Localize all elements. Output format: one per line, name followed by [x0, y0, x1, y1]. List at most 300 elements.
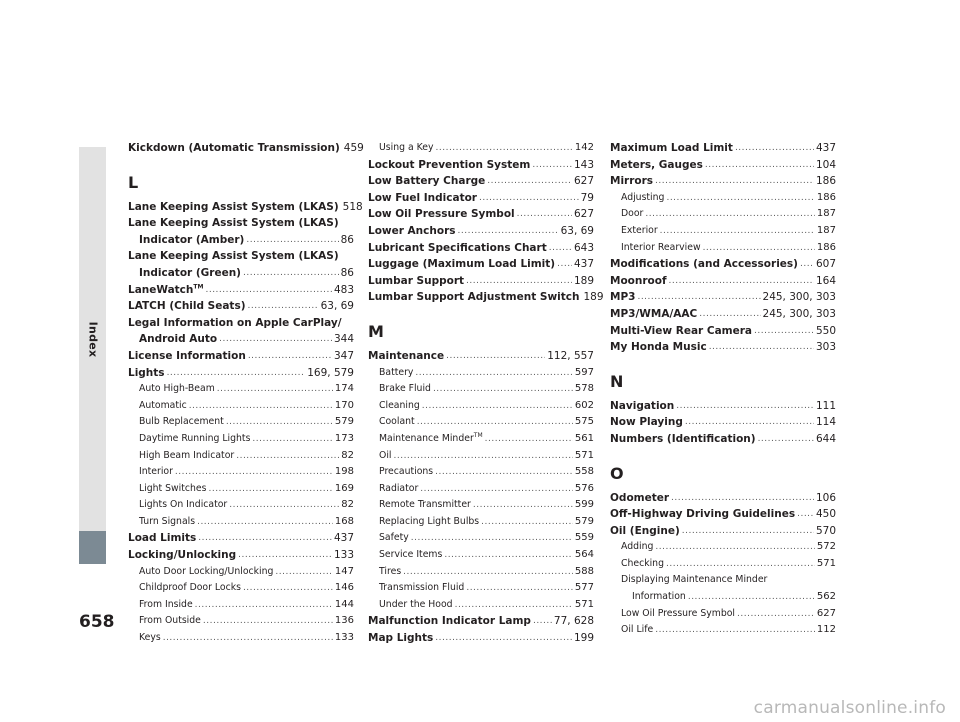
index-subentry[interactable]	[610, 606, 836, 623]
entry-page-ref[interactable]: 644	[815, 432, 836, 445]
index-entry[interactable]	[128, 232, 354, 249]
index-entry[interactable]	[610, 490, 836, 507]
entry-term	[139, 481, 206, 498]
entry-term	[139, 580, 241, 597]
entry-term	[379, 530, 409, 547]
index-subentry[interactable]	[368, 564, 594, 581]
entry-page-ref[interactable]: 186	[816, 241, 836, 253]
dot-leader	[422, 398, 573, 415]
entry-term-text: Lower Anchors	[368, 224, 456, 237]
entry-page-ref[interactable]: 570	[815, 524, 836, 537]
entry-term	[139, 564, 273, 581]
index-entry[interactable]	[368, 256, 594, 273]
entry-page-ref[interactable]: 142	[574, 142, 594, 153]
index-entry[interactable]	[610, 323, 836, 340]
side-tab-label	[79, 147, 106, 531]
dot-leader	[466, 580, 573, 597]
entry-page-ref[interactable]: 627	[573, 175, 594, 188]
entry-term-text: Using a Key	[379, 142, 434, 153]
entry-page-ref[interactable]: 146	[334, 582, 354, 594]
dot-leader	[458, 223, 559, 240]
index-subentry[interactable]	[368, 448, 594, 465]
index-subentry[interactable]	[128, 514, 354, 531]
index-subentry[interactable]	[368, 381, 594, 398]
entry-term-text: Checking	[621, 557, 664, 569]
index-subentry[interactable]	[610, 556, 836, 573]
index-entry[interactable]	[610, 289, 836, 306]
entry-term	[368, 206, 515, 223]
index-subentry[interactable]	[368, 464, 594, 481]
entry-term-text: Maintenance Minder	[379, 432, 474, 444]
entry-page-ref[interactable]: 79	[580, 191, 594, 204]
dot-leader	[758, 431, 814, 448]
dot-leader	[645, 206, 815, 223]
entry-term	[128, 348, 246, 365]
entry-page-ref[interactable]: 187	[816, 208, 836, 220]
entry-term	[139, 597, 193, 614]
entry-term-text: Multi-View Rear Camera	[610, 324, 752, 337]
entry-term	[139, 497, 227, 514]
index-subentry[interactable]	[368, 547, 594, 564]
dot-leader	[236, 448, 339, 465]
index-entry[interactable]	[610, 140, 836, 157]
dot-leader	[420, 481, 573, 498]
index-subentry[interactable]	[610, 190, 836, 207]
entry-term	[610, 157, 703, 174]
entry-term	[139, 381, 215, 398]
footer-watermark-url: carmanualsonline.info	[753, 698, 946, 718]
entry-page-ref[interactable]: 561	[574, 432, 594, 444]
entry-page-ref[interactable]: 588	[574, 565, 594, 577]
dot-leader	[671, 490, 814, 507]
entry-page-ref[interactable]: 562	[816, 591, 836, 603]
index-entry[interactable]	[128, 348, 354, 365]
entry-term-text: Odometer	[610, 491, 670, 504]
dot-leader	[219, 331, 332, 348]
entry-term-text: Radiator	[379, 482, 419, 494]
dot-leader	[455, 597, 573, 614]
index-subentry[interactable]	[128, 564, 354, 581]
entry-page-ref[interactable]: 576	[574, 482, 594, 494]
entry-term-text: Auto High-Beam	[139, 383, 215, 395]
entry-page-ref[interactable]: 550	[815, 324, 836, 337]
entry-term	[139, 265, 241, 282]
dot-leader	[217, 381, 333, 398]
entry-page-ref[interactable]: 344	[333, 333, 354, 346]
dot-leader	[393, 448, 572, 465]
index-entry[interactable]	[368, 630, 594, 647]
entry-page-ref[interactable]: 174	[334, 383, 354, 395]
entry-term-text: Now Playing	[610, 416, 683, 429]
entry-page-ref[interactable]: 112, 557	[547, 349, 594, 362]
entry-page-ref[interactable]: 572	[816, 541, 836, 553]
index-entry[interactable]	[368, 613, 594, 630]
entry-term	[139, 630, 161, 647]
dot-leader	[248, 298, 319, 315]
entry-page-ref[interactable]: 168	[334, 515, 354, 527]
index-subentry[interactable]	[128, 398, 354, 415]
entry-term	[379, 580, 464, 597]
entry-page-ref[interactable]: 144	[334, 598, 354, 610]
index-entry[interactable]	[128, 365, 354, 382]
entry-term	[379, 398, 420, 415]
entry-page-ref[interactable]: 450	[815, 508, 836, 521]
entry-page-ref[interactable]: 189	[583, 291, 604, 304]
index-entry[interactable]	[368, 273, 594, 290]
index-entry[interactable]	[368, 173, 594, 190]
entry-term-text: License Information	[128, 349, 246, 362]
entry-page-ref[interactable]: 564	[574, 549, 594, 561]
entry-page-ref[interactable]: 597	[574, 366, 594, 378]
entry-term-text: My Honda Music	[610, 341, 707, 354]
entry-page-ref[interactable]: 483	[333, 283, 354, 296]
entry-page-ref[interactable]: 627	[816, 607, 836, 619]
index-entry[interactable]	[610, 506, 836, 523]
entry-term-text: Lubricant Specifications Chart	[368, 241, 547, 254]
entry-page-ref[interactable]: 198	[334, 466, 354, 478]
entry-term	[621, 206, 643, 223]
entry-term-text: Maintenance	[368, 349, 445, 362]
entry-term	[368, 256, 555, 273]
entry-page-ref[interactable]: 164	[815, 274, 836, 287]
dot-leader	[549, 240, 572, 257]
entry-term-text: Transmission Fluid	[379, 582, 465, 594]
entry-term-text: Lane Keeping Assist System (LKAS)	[128, 200, 339, 213]
entry-page-ref[interactable]: 133	[334, 632, 354, 644]
entry-term-text: Light Switches	[139, 482, 207, 494]
entry-term-text: Oil	[379, 449, 392, 461]
entry-page-ref[interactable]: 245, 300, 303	[762, 307, 836, 320]
entry-page-ref[interactable]: 63, 69	[320, 300, 354, 313]
entry-page-ref[interactable]: 437	[573, 258, 594, 271]
index-entry[interactable]	[368, 289, 604, 306]
trademark-mark: TM	[473, 431, 483, 439]
entry-term	[368, 348, 444, 365]
entry-page-ref[interactable]: 578	[574, 383, 594, 395]
dot-leader	[163, 630, 333, 647]
index-entry[interactable]	[128, 199, 363, 216]
dot-leader	[485, 431, 573, 448]
entry-term-text: Turn Signals	[139, 515, 196, 527]
side-tab-text: Index	[86, 321, 100, 357]
dot-leader	[433, 381, 573, 398]
index-entry[interactable]	[610, 306, 836, 323]
index-subentry[interactable]	[368, 398, 594, 415]
entry-term-text: Navigation	[610, 399, 675, 412]
entry-page-ref[interactable]: 245, 300, 303	[762, 291, 836, 304]
entry-page-ref[interactable]: 187	[816, 224, 836, 236]
entry-term-text: Lumbar Support	[368, 274, 465, 287]
entry-page-ref[interactable]: 169, 579	[307, 366, 354, 379]
entry-page-ref[interactable]: 571	[574, 449, 594, 461]
entry-page-ref[interactable]: 607	[815, 258, 836, 271]
index-subentry[interactable]	[610, 223, 836, 240]
entry-page-ref[interactable]: 577	[574, 582, 594, 594]
dot-leader	[669, 273, 814, 290]
entry-term	[610, 323, 752, 340]
entry-page-ref[interactable]: 347	[333, 349, 354, 362]
index-subentry[interactable]	[368, 365, 594, 382]
dot-leader	[205, 282, 331, 299]
dot-leader	[473, 497, 573, 514]
entry-term	[610, 523, 680, 540]
entry-term	[128, 140, 340, 157]
entry-page-ref[interactable]: 104	[815, 158, 836, 171]
entry-term	[128, 298, 246, 315]
index-subentry[interactable]	[128, 497, 354, 514]
index-entry[interactable]	[610, 256, 836, 273]
index-subentry[interactable]	[128, 630, 354, 647]
entry-term	[368, 173, 485, 190]
index-entry[interactable]	[610, 398, 836, 415]
dot-leader	[238, 547, 332, 564]
entry-page-ref[interactable]: 627	[573, 208, 594, 221]
entry-term	[379, 365, 413, 382]
entry-page-ref[interactable]: 579	[334, 416, 354, 428]
entry-page-ref[interactable]: 579	[574, 515, 594, 527]
entry-term	[610, 273, 667, 290]
index-subentry[interactable]	[368, 140, 594, 157]
entry-term-text: High Beam Indicator	[139, 449, 235, 461]
index-subentry[interactable]	[128, 464, 354, 481]
entry-term-text: Daytime Running Lights	[139, 432, 251, 444]
dot-leader	[466, 273, 572, 290]
index-subentry[interactable]	[128, 613, 354, 630]
index-entry[interactable]	[128, 140, 364, 157]
entry-page-ref[interactable]: 63, 69	[560, 224, 594, 237]
index-subentry[interactable]	[610, 240, 836, 257]
dot-leader	[243, 265, 339, 282]
index-entry[interactable]	[610, 431, 836, 448]
index-subentry[interactable]	[128, 414, 354, 431]
dot-leader	[797, 506, 814, 523]
index-subentry[interactable]	[368, 597, 594, 614]
index-subentry[interactable]	[610, 622, 836, 639]
entry-term	[379, 140, 434, 157]
index-subentry[interactable]	[128, 431, 354, 448]
entry-term-text: LaneWatch	[128, 283, 194, 296]
entry-term-text: Load Limits	[128, 532, 197, 545]
entry-term-text: Door	[621, 208, 644, 220]
index-entry[interactable]	[610, 339, 836, 356]
entry-term-text: Coolant	[379, 416, 415, 428]
index-entry[interactable]	[128, 298, 354, 315]
index-subentry[interactable]	[610, 589, 836, 606]
dot-leader	[533, 613, 552, 630]
entry-term-text: Exterior	[621, 224, 658, 236]
entry-page-ref[interactable]: 106	[815, 491, 836, 504]
index-entry[interactable]	[128, 265, 354, 282]
dot-leader	[487, 173, 572, 190]
entry-term-text: Kickdown (Automatic Transmission)	[128, 142, 340, 154]
entry-term	[610, 173, 653, 190]
entry-page-ref[interactable]: 571	[574, 598, 594, 610]
entry-page-ref[interactable]: 186	[815, 175, 836, 188]
entry-term	[610, 140, 733, 157]
entry-page-ref[interactable]: 114	[815, 416, 836, 429]
entry-term	[128, 530, 196, 547]
entry-page-ref[interactable]: 143	[573, 158, 594, 171]
index-entry[interactable]	[368, 348, 594, 365]
index-subentry[interactable]	[128, 381, 354, 398]
dot-leader	[417, 414, 573, 431]
index-entry[interactable]	[128, 282, 354, 299]
entry-page-ref[interactable]: 111	[815, 399, 836, 412]
entry-term	[128, 365, 165, 382]
index-entry[interactable]	[368, 223, 594, 240]
entry-page-ref[interactable]: 112	[816, 624, 836, 636]
index-entry[interactable]	[610, 273, 836, 290]
index-entry[interactable]	[128, 547, 354, 564]
dot-leader	[709, 339, 814, 356]
index-subentry[interactable]	[128, 448, 354, 465]
entry-term	[128, 547, 236, 564]
index-subentry[interactable]	[368, 431, 594, 448]
entry-term	[621, 223, 658, 240]
dot-leader	[167, 365, 306, 382]
entry-page-ref[interactable]: 571	[816, 557, 836, 569]
index-entry[interactable]	[368, 240, 594, 257]
index-entry-heading: Lane Keeping Assist System (LKAS)	[128, 250, 339, 263]
dot-leader	[737, 606, 815, 623]
index-subentry[interactable]	[368, 530, 594, 547]
entry-term-text: Interior	[139, 466, 173, 478]
dot-leader	[444, 547, 573, 564]
index-subentry[interactable]	[128, 580, 354, 597]
dot-leader	[735, 140, 814, 157]
dot-leader	[703, 240, 815, 257]
entry-term	[379, 497, 471, 514]
entry-term-text: From Inside	[139, 598, 193, 610]
entry-term-text: Adjusting	[621, 191, 665, 203]
entry-page-ref[interactable]: 86	[340, 233, 354, 246]
entry-page-ref[interactable]: 136	[334, 615, 354, 627]
entry-page-ref[interactable]: 173	[334, 432, 354, 444]
index-entry[interactable]	[128, 331, 354, 348]
index-subentry[interactable]	[368, 497, 594, 514]
dot-leader	[685, 414, 814, 431]
dot-leader	[195, 597, 333, 614]
dot-leader	[655, 622, 815, 639]
entry-page-ref[interactable]: 169	[334, 482, 354, 494]
entry-term-text: From Outside	[139, 615, 201, 627]
entry-page-ref[interactable]: 558	[574, 466, 594, 478]
entry-page-ref[interactable]: 86	[340, 266, 354, 279]
entry-term-text: LATCH (Child Seats)	[128, 300, 246, 313]
index-entry[interactable]	[368, 206, 594, 223]
entry-term	[610, 306, 697, 323]
dot-leader	[688, 589, 815, 606]
entry-term-text: Precautions	[379, 466, 434, 478]
entry-page-ref[interactable]: 575	[574, 416, 594, 428]
entry-page-ref[interactable]: 559	[574, 532, 594, 544]
entry-term	[368, 273, 464, 290]
entry-page-ref[interactable]: 303	[815, 341, 836, 354]
entry-term-text: Lumbar Support Adjustment Switch	[368, 291, 580, 304]
entry-term	[610, 506, 795, 523]
entry-page-ref[interactable]: 459	[343, 142, 364, 154]
index-subentry[interactable]	[368, 481, 594, 498]
entry-page-ref[interactable]: 77, 628	[553, 615, 594, 628]
entry-term-text: Low Battery Charge	[368, 175, 486, 188]
index-subentry[interactable]	[368, 580, 594, 597]
entry-page-ref[interactable]: 170	[334, 399, 354, 411]
dot-leader	[203, 613, 333, 630]
index-subentry[interactable]	[368, 414, 594, 431]
entry-term	[621, 539, 653, 556]
entry-page-ref[interactable]: 189	[573, 274, 594, 287]
entry-term-text: Adding	[621, 541, 654, 553]
entry-term-text: Cleaning	[379, 399, 420, 411]
entry-page-ref[interactable]: 599	[574, 499, 594, 511]
entry-page-ref[interactable]: 82	[341, 499, 354, 511]
entry-term	[139, 431, 250, 448]
entry-term-text: Oil (Engine)	[610, 524, 680, 537]
entry-term-text: Low Fuel Indicator	[368, 191, 477, 204]
dot-leader	[637, 289, 760, 306]
index-entry[interactable]	[610, 414, 836, 431]
entry-page-ref[interactable]: 643	[573, 241, 594, 254]
entry-page-ref[interactable]: 199	[573, 632, 594, 645]
entry-term-text: Lights On Indicator	[139, 499, 228, 511]
entry-term-text: Oil Life	[621, 624, 654, 636]
index-subentry[interactable]	[368, 514, 594, 531]
index-subentry[interactable]	[128, 481, 354, 498]
entry-term	[610, 431, 756, 448]
entry-term	[139, 464, 173, 481]
entry-term	[379, 448, 391, 465]
index-entry[interactable]	[368, 190, 594, 207]
index-entry[interactable]	[610, 173, 836, 190]
entry-term	[621, 240, 701, 257]
index-subentry[interactable]	[128, 597, 354, 614]
index-column-1	[128, 140, 364, 647]
entry-page-ref[interactable]: 437	[815, 142, 836, 154]
entry-page-ref[interactable]: 518	[342, 200, 363, 213]
dot-leader	[243, 580, 333, 597]
entry-term	[621, 606, 735, 623]
entry-term-text: Lockout Prevention System	[368, 158, 531, 171]
entry-page-ref[interactable]: 82	[341, 449, 354, 461]
entry-term-text: Indicator (Amber)	[139, 233, 245, 246]
entry-page-ref[interactable]: 602	[574, 399, 594, 411]
entry-term	[139, 232, 244, 249]
entry-term	[139, 331, 217, 348]
entry-term-text: Lights	[128, 366, 165, 379]
entry-term-text: Low Oil Pressure Symbol	[368, 208, 515, 221]
entry-term-text: Maximum Load Limit	[610, 142, 733, 154]
entry-page-ref[interactable]: 186	[816, 191, 836, 203]
entry-term	[379, 414, 415, 431]
entry-term-text: Indicator (Green)	[139, 266, 241, 279]
entry-term-text: Malfunction Indicator Lamp	[368, 615, 531, 628]
index-subentry[interactable]	[610, 539, 836, 556]
entry-term-text: Under the Hood	[379, 598, 453, 610]
index-entry[interactable]	[610, 523, 836, 540]
dot-leader	[481, 514, 573, 531]
entry-term-text: Safety	[379, 532, 409, 544]
index-subentry[interactable]	[610, 206, 836, 223]
entry-page-ref[interactable]: 437	[333, 532, 354, 545]
index-entry[interactable]	[610, 157, 836, 174]
index-entry[interactable]	[128, 530, 354, 547]
entry-term	[139, 398, 187, 415]
entry-page-ref[interactable]: 133	[333, 549, 354, 562]
entry-term-text: Low Oil Pressure Symbol	[621, 607, 735, 619]
entry-page-ref[interactable]: 147	[334, 565, 354, 577]
entry-term	[610, 490, 669, 507]
index-entry[interactable]	[368, 157, 594, 174]
